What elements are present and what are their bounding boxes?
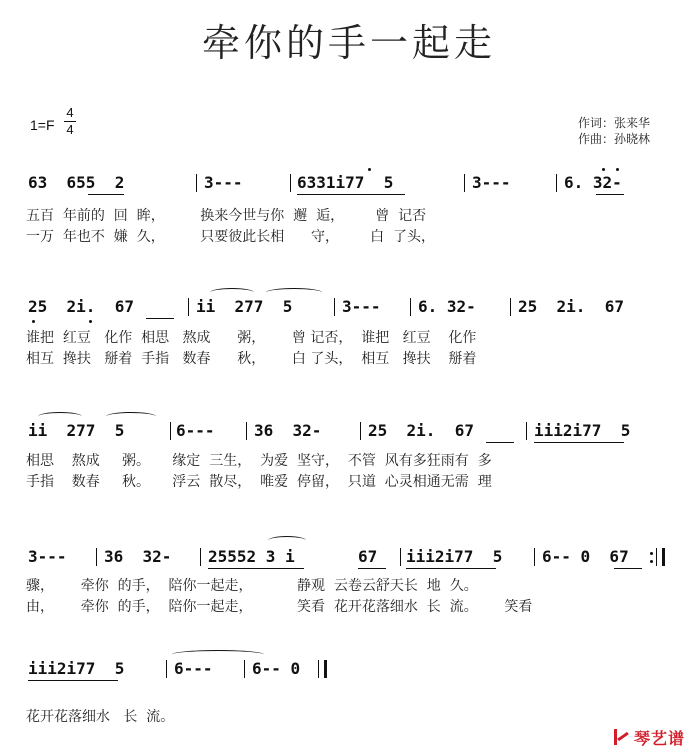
measure-notes: 25 2i. 67 [368,421,474,440]
measure-notes: 6--- [176,421,215,440]
beam [146,318,174,319]
slur [266,288,322,297]
bar-line [556,174,557,192]
beam [297,194,405,195]
bar-line [200,548,201,566]
lyrics-verse-2: 相互 搀扶 掰着 手指 数春 秋， 白 了头， 相互 搀扶 掰着 [26,351,477,367]
bar-line [244,660,245,678]
bar-line [534,548,535,566]
measure-notes: 3--- [204,173,243,192]
bar-line [410,298,411,316]
lyricist-credit: 作词：张来华 [578,116,651,130]
octave-dot [89,320,92,323]
repeat-dot [650,552,653,555]
bar-line [196,174,197,192]
measure-notes: ii 277 5 [28,421,125,440]
measure-notes: 6. 32- [564,173,622,192]
slur [210,288,254,297]
key-signature: 1=F [30,117,55,133]
measure-notes: 6-- 0 67 [542,547,629,566]
bar-line [188,298,189,316]
lyrics-verse-1: 五百 年前的 回 眸， 换来今世与你 邂 逅， 曾 记否 [26,208,427,224]
measure-notes: 25 2i. 67 [28,297,134,316]
slur [268,536,306,545]
page-title: 牵你的手一起走 [201,21,496,65]
repeat-dot [650,560,653,563]
octave-dot [368,168,371,171]
bar-line [360,422,361,440]
beam [534,442,624,443]
beam [28,680,118,681]
measure-notes: 3--- [342,297,381,316]
slur [106,412,156,421]
notation-system-1 [0,172,698,198]
lyrics-verse-2: 一万 年也不 嫌 久， 只要彼此长相 守， 白 了头， [26,229,436,245]
octave-dot [616,168,619,171]
beam [596,194,624,195]
measure-notes: 36 32- [254,421,322,440]
time-signature [64,106,76,137]
beam [208,568,304,569]
final-bar-line [318,660,319,678]
measure-notes: 25552 3 i [208,547,295,566]
lyrics-verse-1: 相思 熬成 粥。 缘定 三生， 为爱 坚守， 不管 风有多狂雨有 多 [26,453,492,469]
lyrics-verse-2: 由， 牵你 的手， 陪你一起走， 笑看 花开花落细水 长 流。 笑看 [26,599,533,615]
bar-line [526,422,527,440]
bar-line [96,548,97,566]
measure-notes: iii2i77 5 [406,547,503,566]
beam [406,568,496,569]
notation-system-4 [0,546,698,572]
measure-notes: 6--- [174,659,213,678]
logo-mark-icon [612,728,630,746]
measure-notes: 6. 32- [418,297,476,316]
measure-notes: ii 277 5 [196,297,293,316]
bar-line [334,298,335,316]
notation-system-5 [0,658,698,684]
octave-dot [602,168,605,171]
repeat-bar-line-thick [662,548,665,566]
composer-credit: 作曲：孙晓林 [578,132,651,146]
tie [172,650,264,659]
notation-system-3 [0,420,698,446]
bar-line [464,174,465,192]
site-logo[interactable] [612,726,685,748]
beam [358,568,386,569]
octave-dot [32,320,35,323]
beam [88,194,124,195]
lyrics-verse-1: 骤， 牵你 的手， 陪你一起走， 静观 云卷云舒天长 地 久。 [26,578,478,594]
measure-notes: 67 [358,547,378,566]
notation-system-2 [0,296,698,322]
measure-notes: 25 2i. 67 [518,297,624,316]
measure-notes: iii2i77 5 [28,659,125,678]
measure-notes: 3--- [28,547,67,566]
measure-notes: 6331i77 5 [297,173,394,192]
logo-text: 琴艺谱 [634,728,686,748]
lyrics-verse-2: 手指 数春 秋。 浮云 散尽， 唯爱 停留， 只道 心灵相通无需 理 [26,474,492,490]
final-bar-line-thick [324,660,327,678]
beam [614,568,642,569]
slur [38,412,82,421]
bar-line [170,422,171,440]
repeat-bar-line [656,548,657,566]
beam [486,442,514,443]
time-signature-bottom: 4 [66,122,74,137]
bar-line [510,298,511,316]
bar-line [400,548,401,566]
bar-line [166,660,167,678]
lyrics-verse-1: 花开花落细水 长 流。 [26,709,175,725]
measure-notes: 6-- 0 [252,659,301,678]
measure-notes: 36 32- [104,547,172,566]
lyrics-verse-1: 谁把 红豆 化作 相思 熬成 粥， 曾 记否， 谁把 红豆 化作 [26,330,477,346]
bar-line [246,422,247,440]
measure-notes: 63 655 2 [28,173,125,192]
time-signature-top: 4 [66,105,74,120]
measure-notes: iii2i77 5 [534,421,631,440]
measure-notes: 3--- [472,173,511,192]
bar-line [290,174,291,192]
